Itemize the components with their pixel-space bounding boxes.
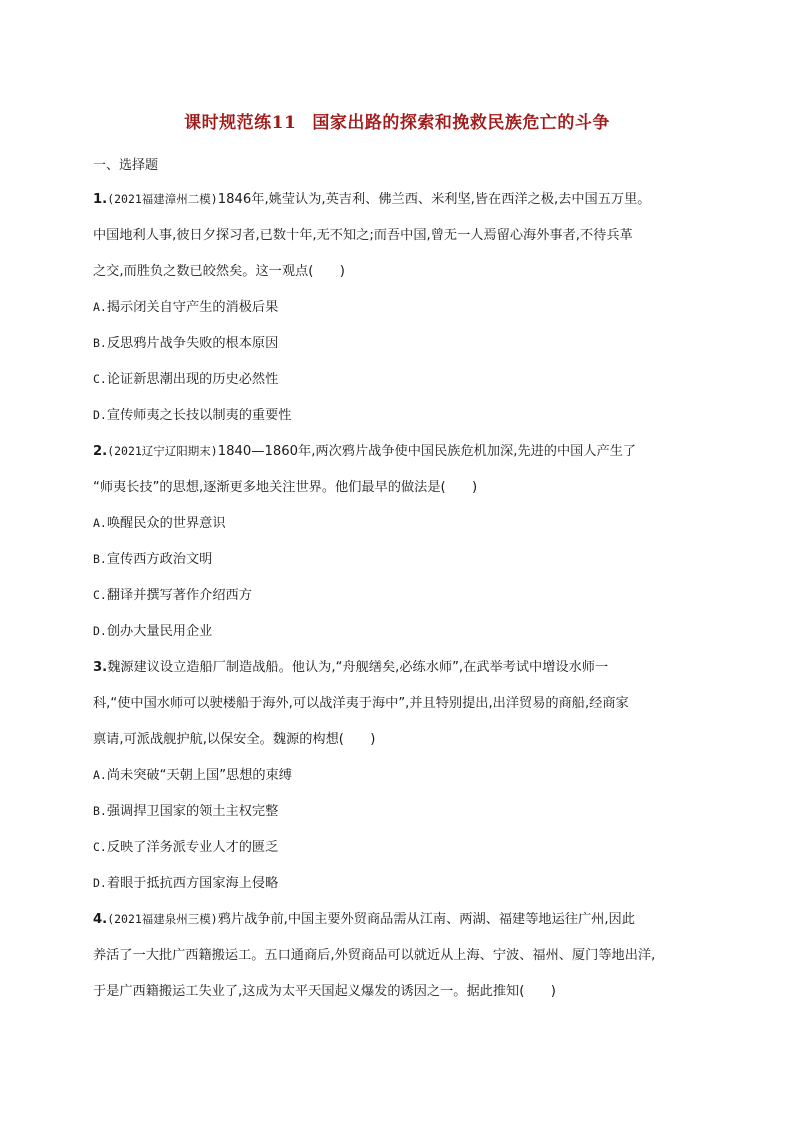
question-1-option-c: C.论证新思潮出现的历史必然性 [93,372,279,387]
question-3-option-a: A.尚未突破“天朝上国”思想的束缚 [93,768,292,783]
question-2-text: 1840—1860年,两次鸦片战争使中国民族危机加深,先进的中国人产生了 [217,444,637,459]
question-2-line-1 [93,440,636,459]
question-1-number: 1. [93,192,108,207]
question-1-text: 1846年,姚莹认为,英吉利、佛兰西、米利坚,皆在西洋之极,去中国五万里。 [217,192,651,207]
question-2-option-a: A.唤醒民众的世界意识 [93,516,226,531]
question-1-option-d: D.宣传师夷之长技以制夷的重要性 [93,408,292,423]
question-3-text: 魏源建议设立造船厂制造战船。他认为,“舟舰缮矣,必练水师”,在武举考试中增设水师一 [107,660,609,675]
question-4-line-1 [93,908,635,927]
question-1-line-1 [93,188,651,207]
question-3-option-d: D.着眼于抵抗西方国家海上侵略 [93,876,279,891]
page-title [0,108,794,133]
question-2-option-c: C.翻译并撰写著作介绍西方 [93,588,252,603]
question-2-option-b: B.宣传西方政治文明 [93,552,213,567]
question-3-option-c: C.反映了洋务派专业人才的匮乏 [93,840,279,855]
question-3-option-b: B.强调捍卫国家的领土主权完整 [93,804,279,819]
question-4-line-3: 于是广西籍搬运工失业了,这成为太平天国起义爆发的诱因之一。据此推知( ) [93,984,556,999]
question-3-line-3: 禀请,可派战舰护航,以保安全。魏源的构想( ) [93,732,376,747]
question-1-option-b: B.反思鸦片战争失败的根本原因 [93,336,279,351]
question-2-number: 2. [93,444,108,459]
question-1-option-a: A.揭示闭关自守产生的消极后果 [93,300,279,315]
question-2-source: (2021辽宁辽阳期末) [107,444,218,458]
question-3-line-2: 科,“使中国水师可以驶楼船于海外,可以战洋夷于海中”,并且特别提出,出洋贸易的商船,经商家 [93,696,629,711]
title-text: 国家出路的探索和挽救民族危亡的斗争 [312,113,610,133]
question-2-option-d: D.创办大量民用企业 [93,624,213,639]
question-1-line-3: 之交,而胜负之数已皎然矣。这一观点( ) [93,264,345,279]
question-4-number: 4. [93,912,108,927]
question-1-source: (2021福建漳州二模) [107,192,218,206]
question-4-line-2: 养活了一大批广西籍搬运工。五口通商后,外贸商品可以就近从上海、宁波、福州、厦门等地出洋, [93,948,656,963]
title-number: 课时规范练11 [184,113,297,133]
question-3-number: 3. [93,660,108,675]
question-2-line-2: “师夷长技”的思想,逐渐更多地关注世界。他们最早的做法是( ) [93,480,478,495]
question-3-line-1 [93,656,608,675]
question-4-text: 鸦片战争前,中国主要外贸商品需从江南、两湖、福建等地运往广州,因此 [217,912,635,927]
question-4-source: (2021福建泉州三模) [107,912,218,926]
section-heading: 一、选择题 [93,158,159,173]
question-1-line-2: 中国地利人事,彼日夕探习者,已数十年,无不知之;而吾中国,曾无一人焉留心海外事者,不待兵革 [93,228,633,243]
